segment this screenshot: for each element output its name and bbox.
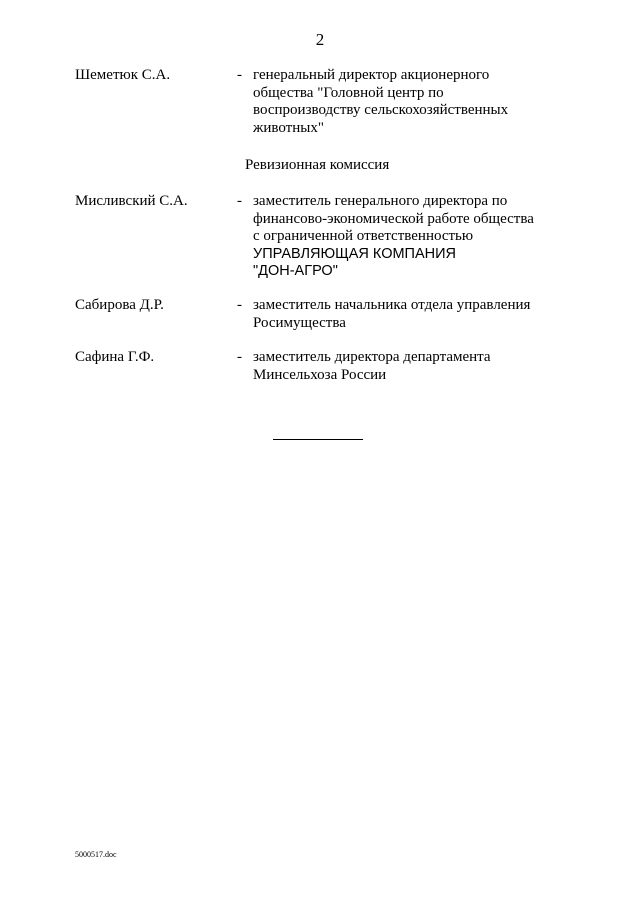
list-dash: -: [237, 349, 242, 365]
position-line: Росимущества: [253, 314, 346, 331]
position-line: воспроизводству сельскохозяйственных: [253, 102, 509, 118]
section-heading-audit-commission: Ревизионная комиссия: [245, 157, 390, 173]
end-of-list-rule: [273, 439, 363, 440]
footer-filename: 5000517.doc: [75, 850, 117, 859]
member-position: [253, 349, 553, 384]
list-dash: -: [237, 193, 242, 209]
position-line: животных": [253, 119, 324, 136]
member-name: Сабирова Д.Р.: [75, 297, 164, 313]
position-line: финансово-экономической работе общества: [253, 210, 534, 227]
member-name: Сафина Г.Ф.: [75, 349, 155, 365]
position-line: УПРАВЛЯЮЩАЯ КОМПАНИЯ: [253, 245, 457, 262]
member-name: Шеметюк С.А.: [75, 67, 171, 83]
member-position: [253, 297, 553, 332]
position-line: заместитель генерального директора по: [253, 193, 508, 209]
member-position: [253, 193, 553, 281]
position-line: заместитель директора департамента: [253, 349, 491, 365]
member-position: [253, 67, 553, 137]
position-line: генеральный директор акционерного: [253, 67, 490, 83]
position-line: заместитель начальника отдела управления: [253, 297, 531, 313]
position-line: общества "Головной центр по: [253, 84, 444, 101]
list-dash: -: [237, 67, 242, 83]
position-line: "ДОН-АГРО": [253, 263, 338, 279]
member-name: Мисливский С.А.: [75, 193, 188, 209]
position-line: с ограниченной ответственностью: [253, 228, 474, 244]
list-dash: -: [237, 297, 242, 313]
position-line: Минсельхоза России: [253, 366, 387, 383]
page-number: 2: [315, 30, 325, 49]
